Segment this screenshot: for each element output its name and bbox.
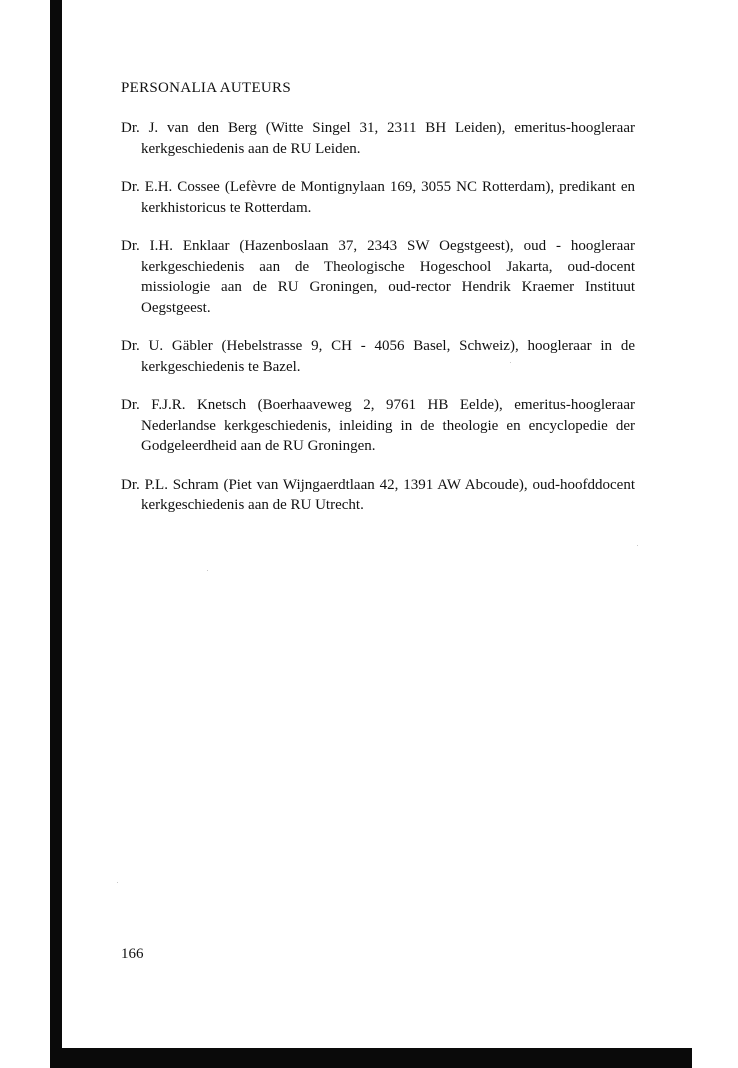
author-entry: Dr. F.J.R. Knetsch (Boerhaaveweg 2, 9761 HB Eelde), emeritus-hoogleraar Nederlandse kerkgeschiedenis, inleiding in de theologie en encyclopedie der Godgeleerdheid aan de RU Groningen. (121, 397, 635, 454)
author-entry: Dr. U. Gäbler (Hebelstrasse 9, CH - 4056 Basel, Schweiz), hoogleraar in de kerkgeschiedenis te Bazel. (121, 338, 635, 375)
author-entry: Dr. J. van den Berg (Witte Singel 31, 2311 BH Leiden), emeritus-hoogleraar kerkgeschiedenis aan de RU Leiden. (121, 120, 635, 157)
author-list (121, 118, 635, 534)
scan-edge-bottom (50, 1048, 692, 1068)
page-number: 166 (121, 946, 144, 962)
scan-speck (207, 570, 208, 571)
page-title: PERSONALIA AUTEURS (121, 80, 292, 96)
scan-speck (117, 882, 118, 883)
scan-edge-left (50, 0, 62, 1068)
author-entry: Dr. I.H. Enklaar (Hazenboslaan 37, 2343 SW Oegstgeest), oud - hoogleraar kerkgeschiedenis aan de Theologische Hogeschool Jakarta, oud-docent missiologie aan de RU Groningen, oud-rector Hendrik Kraemer Instituut Oegstgeest. (121, 238, 635, 316)
author-entry: Dr. P.L. Schram (Piet van Wijngaerdtlaan 42, 1391 AW Abcoude), oud-hoofddocent kerkgeschiedenis aan de RU Utrecht. (121, 476, 635, 513)
author-entry: Dr. E.H. Cossee (Lefèvre de Montignylaan 169, 3055 NC Rotterdam), predikant en kerkhistoricus te Rotterdam. (121, 179, 635, 216)
scan-speck (510, 362, 511, 363)
scan-speck (637, 545, 638, 546)
